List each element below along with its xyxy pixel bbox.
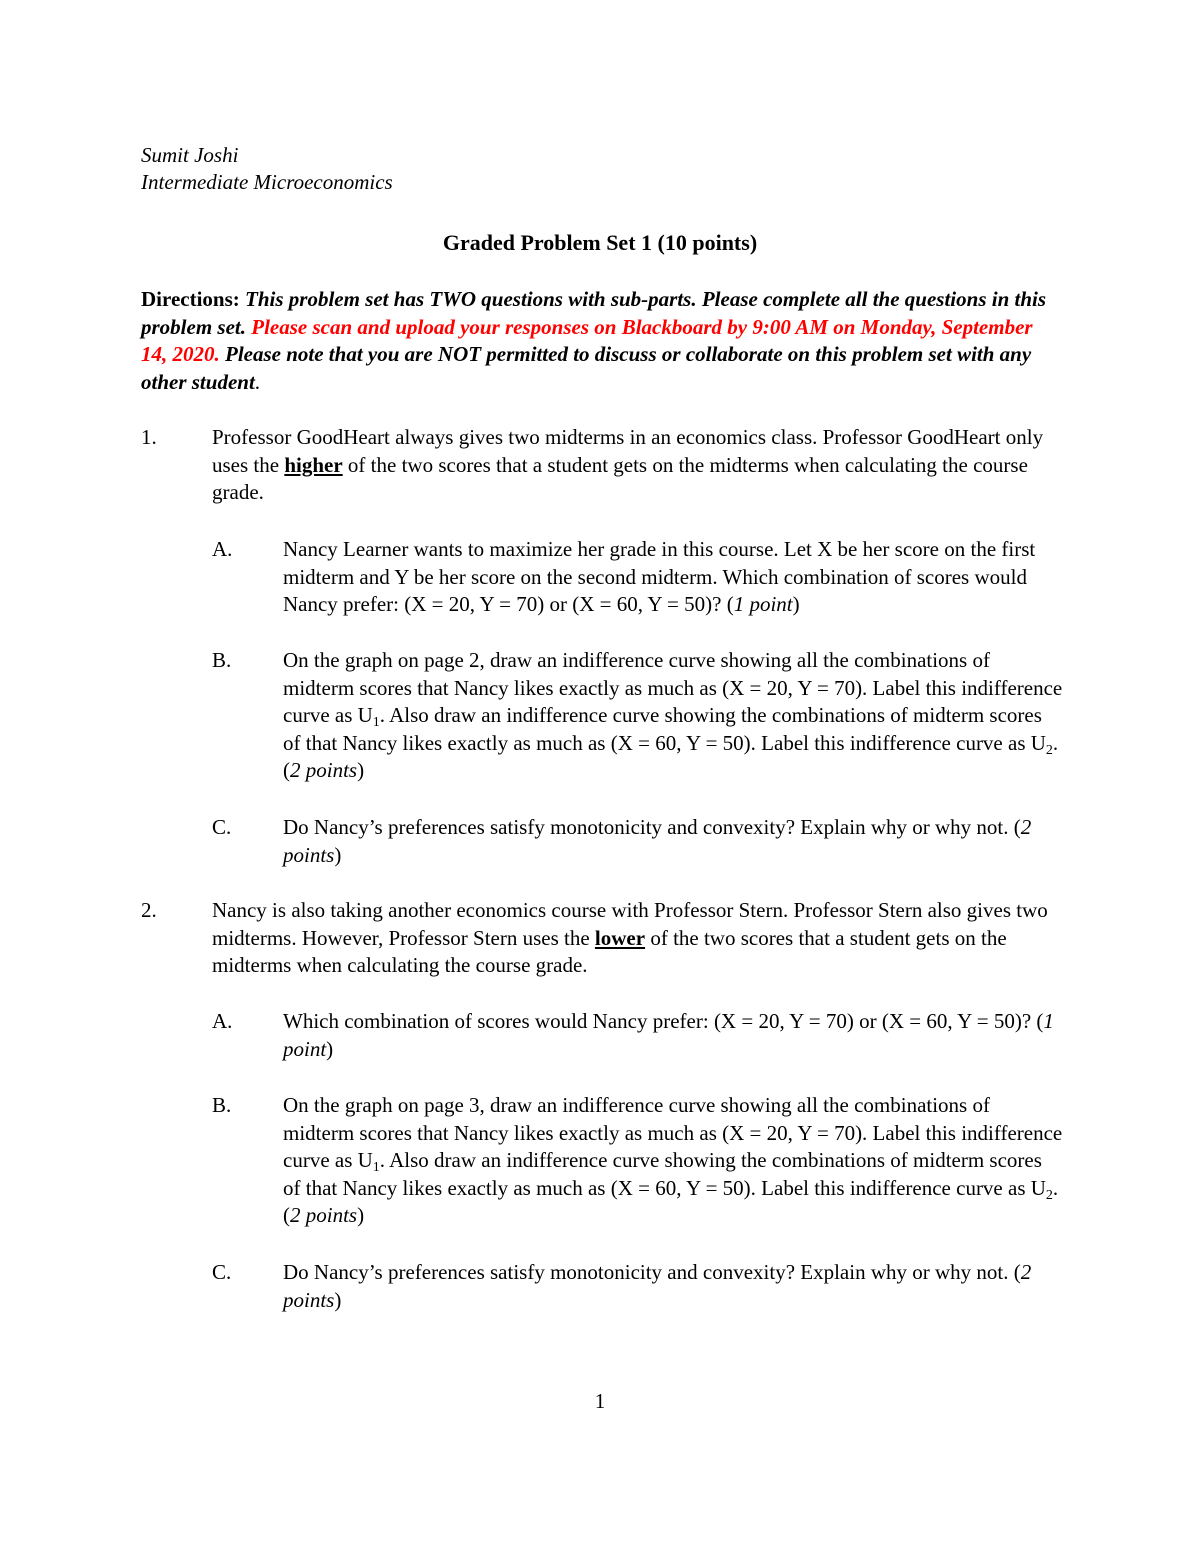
question-1a-text — [283, 536, 1063, 619]
directions-label: Directions: — [141, 287, 240, 311]
question-2b-points: 2 points — [290, 1203, 358, 1227]
question-2a-body: Which combination of scores would Nancy prefer: (X = 20, Y = 70) or (X = 60, Y = 50)? ( — [283, 1009, 1044, 1033]
question-2b-text — [283, 1092, 1063, 1230]
question-2a-text — [283, 1008, 1063, 1063]
page-number: 1 — [594, 1389, 606, 1413]
question-2a-points: 1 point — [283, 1009, 1054, 1061]
question-2-emphasis: lower — [594, 925, 646, 950]
course-name: Intermediate Microeconomics — [141, 170, 393, 194]
question-2b-sub-2: 2 — [1045, 1187, 1053, 1203]
question-1b-close: ) — [357, 758, 365, 782]
question-2-text — [212, 897, 1062, 980]
question-1a-points: 1 point — [733, 592, 793, 616]
directions-text-2: Please note that you are NOT permitted to discuss or collaborate on this problem set with any other student — [141, 342, 1032, 394]
question-1-emphasis: higher — [284, 452, 343, 477]
question-2a-close: ) — [326, 1036, 334, 1061]
question-1b-sub-2: 2 — [1045, 742, 1053, 758]
question-1c-close: ) — [334, 842, 342, 867]
question-1-text-b: of the two scores that a student gets on the midterms when calculating the course grade. — [212, 452, 1028, 504]
question-2c-points: 2 points — [283, 1260, 1032, 1312]
question-2b-body-1: On the graph on page 3, draw an indifference curve showing all the combinations of midterm scores that Nancy likes exactly as much as (X = 20, Y = 70). Label this indifference curve as U — [283, 1093, 1063, 1172]
question-1b-body-2: . Also draw an indifference curve showing the combinations of midterm scores of that Nancy likes exactly as much as (X = 60, Y = 50). Label this indifference curve as U — [283, 703, 1046, 755]
document-title: Graded Problem Set 1 (10 points) — [442, 230, 758, 255]
question-2b-body-2: . Also draw an indifference curve showing the combinations of midterm scores of that Nancy likes exactly as much as (X = 60, Y = 50). Label this indifference curve as U — [283, 1148, 1046, 1200]
question-1-number: 1. — [141, 425, 157, 449]
question-2b-sub-1: 1 — [372, 1160, 380, 1175]
directions-deadline: Please scan and upload your responses on Blackboard by 9:00 AM on Monday, September 14, 2020. — [141, 314, 1033, 366]
question-1a-letter: A. — [212, 537, 233, 561]
question-1a-body: Nancy Learner wants to maximize her grade in this course. Let X be her score on the first midterm and Y be her score on the second midterm. Which combination of scores would Nancy prefer: (X = 20, Y = 70) or (X = 60, Y = 50)? ( — [283, 537, 1036, 616]
question-1b-body-3: . ( — [283, 730, 1059, 782]
question-1c-letter: C. — [212, 815, 232, 839]
question-1b-sub-1: 1 — [372, 715, 380, 730]
question-1c-body: Do Nancy’s preferences satisfy monotonicity and convexity? Explain why or why not. ( — [283, 815, 1021, 839]
question-2-number: 2. — [141, 898, 157, 922]
question-2c-body: Do Nancy’s preferences satisfy monotonicity and convexity? Explain why or why not. ( — [283, 1260, 1021, 1284]
question-1-text — [212, 424, 1062, 507]
question-2c-close: ) — [334, 1287, 342, 1312]
question-2-text-a: Nancy is also taking another economics course with Professor Stern. Professor Stern also gives two midterms. However, Professor Stern uses the — [212, 898, 1048, 950]
question-2a-letter: A. — [212, 1009, 233, 1033]
question-1b-points: 2 points — [290, 758, 358, 782]
directions-paragraph — [141, 286, 1061, 396]
question-2c-text — [283, 1259, 1063, 1314]
question-2b-letter: B. — [212, 1093, 232, 1117]
question-2c-letter: C. — [212, 1260, 232, 1284]
directions-end: . — [254, 369, 261, 394]
question-1c-text — [283, 814, 1063, 869]
question-1-text-a: Professor GoodHeart always gives two midterms in an economics class. Professor GoodHeart only uses the — [212, 425, 1044, 477]
directions-text-1: This problem set has TWO questions with sub-parts. Please complete all the questions in this problem set. — [141, 287, 1047, 339]
question-1b-body-1: On the graph on page 2, draw an indifference curve showing all the combinations of midterm scores that Nancy likes exactly as much as (X = 20, Y = 70). Label this indifference curve as U — [283, 648, 1063, 727]
question-1a-close: ) — [792, 592, 800, 616]
question-2b-body-3: . ( — [283, 1175, 1059, 1227]
question-2-text-b: of the two scores that a student gets on the midterms when calculating the course grade. — [212, 925, 1007, 977]
author-name: Sumit Joshi — [141, 143, 239, 167]
question-1c-points: 2 points — [283, 815, 1032, 867]
question-1b-text — [283, 647, 1063, 785]
question-2b-close: ) — [357, 1203, 365, 1227]
question-1b-letter: B. — [212, 648, 232, 672]
